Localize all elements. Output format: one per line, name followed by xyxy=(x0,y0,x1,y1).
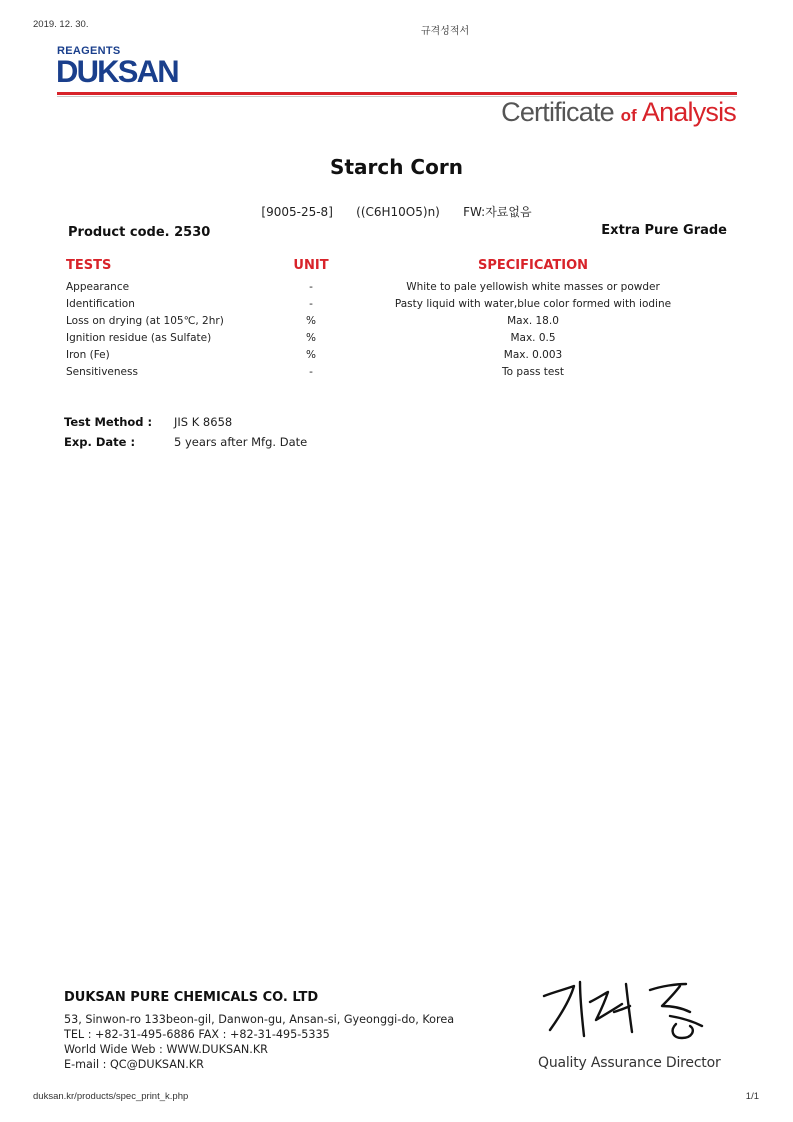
product-formula: [9005-25-8] ((C6H10O5)n) FW:자료없음 xyxy=(261,205,532,219)
test-spec: Pasty liquid with water,blue color formed with iodine xyxy=(394,298,672,310)
company-web: World Wide Web : WWW.DUKSAN.KR xyxy=(64,1043,268,1056)
logo-duksan: DUKSAN xyxy=(56,53,178,90)
test-name: Ignition residue (as Sulfate) xyxy=(66,332,212,344)
product-grade: Extra Pure Grade xyxy=(601,223,727,238)
test-unit: - xyxy=(309,366,313,378)
test-spec: Max. 0.5 xyxy=(510,332,556,344)
test-unit: % xyxy=(306,349,316,361)
table-row xyxy=(0,349,793,366)
exp-date-label: Exp. Date : xyxy=(64,435,136,449)
exp-date-value: 5 years after Mfg. Date xyxy=(174,435,308,449)
company-name: DUKSAN PURE CHEMICALS CO. LTD xyxy=(64,990,319,1005)
print-url: duksan.kr/products/spec_print_k.php xyxy=(33,1091,189,1102)
print-date: 2019. 12. 30. xyxy=(33,19,89,30)
logo-reagents: REAGENTS xyxy=(57,45,121,57)
table-row xyxy=(0,298,793,315)
of-word: of xyxy=(620,106,637,125)
product-code: Product code. 2530 xyxy=(68,225,211,240)
print-page-title: 규격성적서 xyxy=(420,26,470,37)
print-page-number: 1/1 xyxy=(745,1091,759,1102)
header-specification: SPECIFICATION xyxy=(477,258,589,273)
test-name: Loss on drying (at 105℃, 2hr) xyxy=(66,315,224,327)
test-unit: - xyxy=(309,298,313,310)
signature-image xyxy=(530,972,720,1044)
company-phone: TEL : +82-31-495-6886 FAX : +82-31-495-5335 xyxy=(64,1028,330,1041)
test-method-value: JIS K 8658 xyxy=(174,415,233,429)
certificate-word: Certificate xyxy=(501,97,614,127)
test-spec: White to pale yellowish white masses or powder xyxy=(406,281,660,293)
header-unit: UNIT xyxy=(293,258,329,273)
company-address: 53, Sinwon-ro 133beon-gil, Danwon-gu, Ansan-si, Gyeonggi-do, Korea xyxy=(64,1013,455,1026)
table-row xyxy=(0,281,793,298)
signature-title: Quality Assurance Director xyxy=(538,1055,721,1071)
certificate-heading xyxy=(501,97,736,128)
test-unit: % xyxy=(306,315,316,327)
header-tests: TESTS xyxy=(66,258,112,273)
product-name: Starch Corn xyxy=(330,155,463,179)
table-row xyxy=(0,366,793,383)
table-row xyxy=(0,332,793,349)
test-spec: Max. 0.003 xyxy=(503,349,563,361)
test-name: Iron (Fe) xyxy=(66,349,110,361)
test-name: Identification xyxy=(66,298,135,310)
test-unit: - xyxy=(309,281,313,293)
analysis-word: Analysis xyxy=(641,97,736,127)
test-name: Sensitiveness xyxy=(66,366,138,378)
table-row xyxy=(0,315,793,332)
test-unit: % xyxy=(306,332,316,344)
test-spec: To pass test xyxy=(502,366,564,378)
test-name: Appearance xyxy=(66,281,130,293)
test-spec: Max. 18.0 xyxy=(507,315,559,327)
test-method-label: Test Method : xyxy=(64,415,153,429)
header-red-rule xyxy=(57,92,737,95)
company-email: E-mail : QC@DUKSAN.KR xyxy=(64,1058,204,1071)
